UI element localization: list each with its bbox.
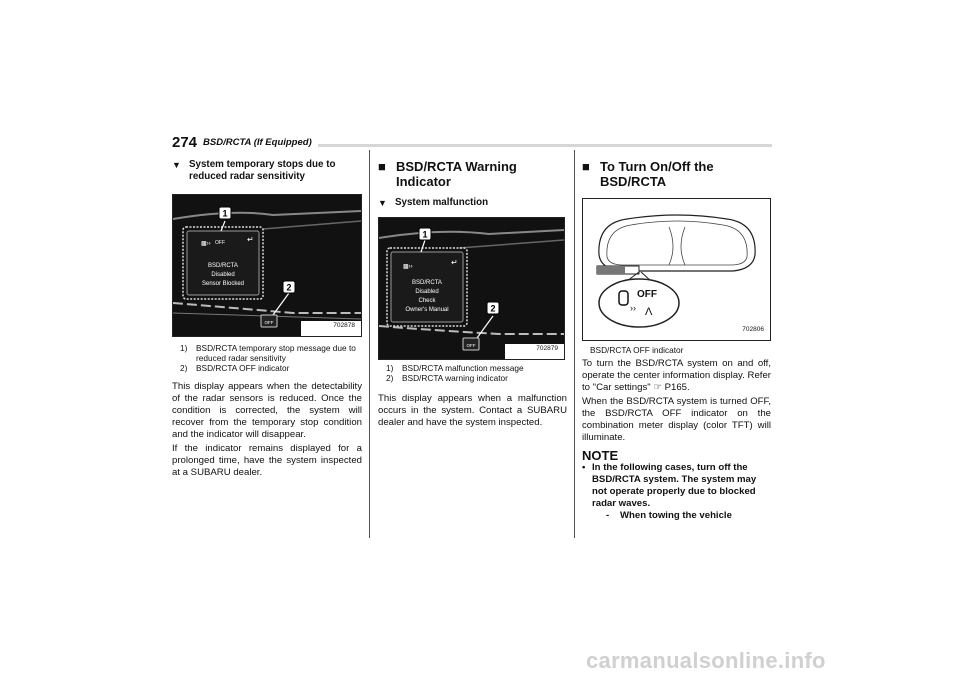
note-dash-text: When towing the vehicle xyxy=(620,510,732,521)
column-divider xyxy=(369,150,370,538)
figure-code: 702806 xyxy=(742,326,764,333)
caption-item xyxy=(386,363,567,373)
caption-number: 1) xyxy=(386,363,394,373)
paragraph-detectability: This display appears when the detectability of the radar sensors is reduced. Once the condition is corrected, the system will recover from the temporary stop condition and the indicator will disappear. xyxy=(172,381,362,440)
page-number: 274 xyxy=(172,134,198,151)
screen-line-3: Sensor Blocked xyxy=(201,281,245,287)
column-divider xyxy=(574,150,575,538)
paragraph-malfunction: This display appears when a malfunction occurs in the system. Contact a SUBARU dealer and have the system inspected. xyxy=(378,393,567,428)
screen-line-1: BSD/RCTA xyxy=(208,263,238,269)
paragraph-indicator: When the BSD/RCTA system is turned OFF, the BSD/RCTA OFF indicator on the combination meter display (color TFT) will illuminate. xyxy=(582,396,771,443)
paragraph-dealer: If the indicator remains displayed for a prolonged time, have the system inspected at a SUBARU dealer. xyxy=(172,443,362,478)
heading-text: To Turn On/Off the BSD/RCTA xyxy=(600,159,714,189)
off-indicator-callout xyxy=(599,279,679,327)
indicator-text: OFF xyxy=(466,343,476,348)
caption-number: 1) xyxy=(180,343,188,353)
figure-captions xyxy=(378,363,567,383)
note-bullet xyxy=(582,462,771,510)
subheading-text: System temporary stops due to reduced radar sensitivity xyxy=(189,159,336,182)
callout-1: 1 xyxy=(222,208,228,219)
screen-line-2: Disabled xyxy=(211,272,235,278)
callout-2: 2 xyxy=(490,303,496,314)
caption-item xyxy=(386,373,567,383)
screen-line-3: Check xyxy=(418,298,436,304)
screen-line-4: Owner's Manual xyxy=(405,307,449,313)
svg-text:››: ›› xyxy=(630,303,636,313)
watermark: carmanualsonline.info xyxy=(586,648,826,673)
caption-text: BSD/RCTA OFF indicator xyxy=(196,363,290,373)
caption-text: BSD/RCTA temporary stop message due to reduced radar sensitivity xyxy=(196,343,356,363)
caption-number: 2) xyxy=(386,373,394,383)
square-icon: ■ xyxy=(582,159,590,174)
square-icon: ■ xyxy=(378,159,386,174)
figure-702879 xyxy=(378,217,565,360)
triangle-icon: ▼ xyxy=(172,160,181,170)
figure-captions xyxy=(172,343,362,373)
bsd-icon: ▩›› xyxy=(201,241,211,247)
subheading-temporary-stop xyxy=(172,159,362,183)
column-3 xyxy=(582,159,771,522)
header-rule xyxy=(318,144,772,147)
figure-702878 xyxy=(172,194,362,337)
triangle-icon: ▼ xyxy=(378,198,387,208)
figure-code: 702879 xyxy=(536,345,558,352)
indicator-text: OFF xyxy=(264,320,274,325)
back-arrow-icon: ↵ xyxy=(247,235,254,244)
caption-item xyxy=(180,363,362,373)
screen-line-2: Disabled xyxy=(415,289,439,295)
back-arrow-icon: ↵ xyxy=(451,258,458,267)
paragraph-turn-on-off: To turn the BSD/RCTA system on and off, operate the center information display. Refer to "Car settings" ☞ P165. xyxy=(582,358,771,393)
page-header xyxy=(172,134,312,151)
screen-line-1: BSD/RCTA xyxy=(412,280,442,286)
caption-text: BSD/RCTA warning indicator xyxy=(402,373,508,383)
off-text: OFF xyxy=(637,289,657,300)
bsd-icon: ▩›› xyxy=(403,264,413,270)
heading-text: BSD/RCTA Warning Indicator xyxy=(396,159,517,189)
subheading-malfunction xyxy=(378,197,567,209)
note-body xyxy=(582,462,771,522)
heading-turn-on-off xyxy=(582,159,771,189)
bullet-icon: • xyxy=(582,462,586,473)
screen-off-text: OFF xyxy=(215,240,225,246)
callout-2: 2 xyxy=(286,282,292,293)
subheading-text: System malfunction xyxy=(395,197,489,208)
column-1 xyxy=(172,159,362,479)
figure-caption: BSD/RCTA OFF indicator xyxy=(590,345,684,355)
note-heading: NOTE xyxy=(582,448,619,463)
note-bullet-text: In the following cases, turn off the BSD/RCTA system. The system may not operate properly due to blocked radar waves. xyxy=(592,462,757,509)
figure-702806 xyxy=(582,198,771,341)
heading-warning-indicator xyxy=(378,159,567,189)
note-dash-item xyxy=(582,510,771,522)
caption-text: BSD/RCTA malfunction message xyxy=(402,363,524,373)
callout-1: 1 xyxy=(422,229,428,240)
header-title: BSD/RCTA (If Equipped) xyxy=(203,137,312,148)
caption-item xyxy=(180,343,362,363)
dash-icon: - xyxy=(606,510,610,521)
rear-icon: Λ xyxy=(645,306,653,318)
figure-code: 702878 xyxy=(333,322,355,329)
caption-number: 2) xyxy=(180,363,188,373)
column-2 xyxy=(378,159,567,429)
